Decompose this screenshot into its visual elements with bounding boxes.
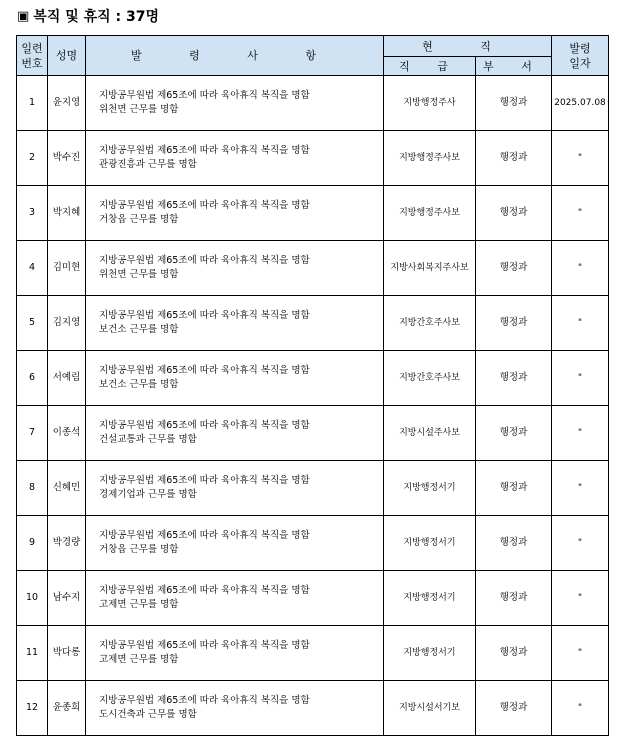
- page-title: [17, 6, 159, 26]
- cell-rank: 지방행정주사보: [384, 131, 476, 186]
- table-row: [17, 406, 609, 461]
- content-line-1: 지방공무원법 제65조에 따라 육아휴직 복직을 명함: [99, 695, 310, 706]
- cell-rank: 지방간호주사보: [384, 296, 476, 351]
- cell-rank: 지방행정서기: [384, 461, 476, 516]
- content-line-2: 관광진흥과 근무를 명함: [99, 159, 197, 170]
- content-line-1: 지방공무원법 제65조에 따라 육아휴직 복직을 명함: [99, 145, 310, 156]
- cell-content: [86, 461, 384, 516]
- header-dept: 부 서: [476, 57, 552, 76]
- table-row: [17, 681, 609, 736]
- cell-dept: 행정과: [476, 186, 552, 241]
- content-line-1: 지방공무원법 제65조에 따라 육아휴직 복직을 명함: [99, 90, 310, 101]
- table-row: [17, 131, 609, 186]
- cell-name: 신혜민: [48, 461, 86, 516]
- cell-date: ": [552, 681, 609, 736]
- cell-no: 1: [17, 76, 48, 131]
- content-line-2: 보건소 근무를 명함: [99, 324, 179, 335]
- content-line-2: 거창읍 근무를 명함: [99, 214, 179, 225]
- header-name: 성명: [48, 36, 86, 76]
- content-line-1: 지방공무원법 제65조에 따라 육아휴직 복직을 명함: [99, 585, 310, 596]
- cell-date: ": [552, 516, 609, 571]
- table-row: [17, 241, 609, 296]
- cell-no: 11: [17, 626, 48, 681]
- content-line-1: 지방공무원법 제65조에 따라 육아휴직 복직을 명함: [99, 475, 310, 486]
- cell-content: [86, 296, 384, 351]
- cell-no: 6: [17, 351, 48, 406]
- table-row: [17, 76, 609, 131]
- content-line-2: 고제면 근무를 명함: [99, 599, 179, 610]
- cell-name: 김미현: [48, 241, 86, 296]
- table-row: [17, 186, 609, 241]
- cell-no: 5: [17, 296, 48, 351]
- table-row: [17, 516, 609, 571]
- cell-dept: 행정과: [476, 296, 552, 351]
- cell-rank: 지방행정서기: [384, 516, 476, 571]
- cell-date: ": [552, 351, 609, 406]
- cell-content: [86, 516, 384, 571]
- content-line-2: 경제기업과 근무를 명함: [99, 489, 197, 500]
- cell-date: ": [552, 241, 609, 296]
- content-line-2: 거창읍 근무를 명함: [99, 544, 179, 555]
- table-row: [17, 571, 609, 626]
- personnel-table: [16, 35, 609, 736]
- cell-rank: 지방사회복지주사보: [384, 241, 476, 296]
- cell-date: ": [552, 461, 609, 516]
- cell-dept: 행정과: [476, 516, 552, 571]
- cell-dept: 행정과: [476, 461, 552, 516]
- cell-date: ": [552, 626, 609, 681]
- cell-date: ": [552, 406, 609, 461]
- cell-rank: 지방행정서기: [384, 571, 476, 626]
- table-row: [17, 626, 609, 681]
- cell-date: ": [552, 131, 609, 186]
- cell-content: [86, 571, 384, 626]
- cell-date: ": [552, 296, 609, 351]
- cell-name: 김지영: [48, 296, 86, 351]
- header-date: 발령 일자: [552, 36, 609, 76]
- cell-dept: 행정과: [476, 131, 552, 186]
- content-line-1: 지방공무원법 제65조에 따라 육아휴직 복직을 명함: [99, 365, 310, 376]
- cell-name: 윤지영: [48, 76, 86, 131]
- cell-rank: 지방행정주사: [384, 76, 476, 131]
- content-line-1: 지방공무원법 제65조에 따라 육아휴직 복직을 명함: [99, 310, 310, 321]
- square-bullet-icon: ▣: [17, 8, 30, 24]
- cell-name: 서예림: [48, 351, 86, 406]
- content-line-1: 지방공무원법 제65조에 따라 육아휴직 복직을 명함: [99, 640, 310, 651]
- cell-dept: 행정과: [476, 681, 552, 736]
- cell-rank: 지방시설서기보: [384, 681, 476, 736]
- content-line-1: 지방공무원법 제65조에 따라 육아휴직 복직을 명함: [99, 530, 310, 541]
- cell-content: [86, 186, 384, 241]
- cell-date: ": [552, 186, 609, 241]
- content-line-2: 위천면 근무를 명함: [99, 269, 179, 280]
- content-line-2: 건설교통과 근무를 명함: [99, 434, 197, 445]
- cell-no: 12: [17, 681, 48, 736]
- cell-no: 2: [17, 131, 48, 186]
- cell-content: [86, 241, 384, 296]
- content-line-2: 위천면 근무를 명함: [99, 104, 179, 115]
- cell-content: [86, 406, 384, 461]
- cell-no: 7: [17, 406, 48, 461]
- cell-date: 2025.07.08: [552, 76, 609, 131]
- cell-name: 박다롱: [48, 626, 86, 681]
- cell-no: 10: [17, 571, 48, 626]
- cell-dept: 행정과: [476, 571, 552, 626]
- table-row: [17, 296, 609, 351]
- cell-no: 9: [17, 516, 48, 571]
- cell-name: 박지혜: [48, 186, 86, 241]
- cell-name: 박수진: [48, 131, 86, 186]
- cell-dept: 행정과: [476, 406, 552, 461]
- cell-rank: 지방간호주사보: [384, 351, 476, 406]
- header-no: 일련 번호: [17, 36, 48, 76]
- content-line-2: 보건소 근무를 명함: [99, 379, 179, 390]
- cell-rank: 지방행정서기: [384, 626, 476, 681]
- cell-name: 남수지: [48, 571, 86, 626]
- content-line-2: 도시건축과 근무를 명함: [99, 709, 197, 720]
- cell-name: 윤종희: [48, 681, 86, 736]
- content-line-2: 고제면 근무를 명함: [99, 654, 179, 665]
- header-rank: 직 급: [384, 57, 476, 76]
- cell-dept: 행정과: [476, 351, 552, 406]
- cell-content: [86, 131, 384, 186]
- cell-no: 4: [17, 241, 48, 296]
- cell-content: [86, 76, 384, 131]
- table-row: [17, 461, 609, 516]
- cell-date: ": [552, 571, 609, 626]
- header-current: 현 직: [384, 36, 552, 57]
- content-line-1: 지방공무원법 제65조에 따라 육아휴직 복직을 명함: [99, 200, 310, 211]
- content-line-1: 지방공무원법 제65조에 따라 육아휴직 복직을 명함: [99, 255, 310, 266]
- page-title-text: 복직 및 휴직 : 37명: [33, 9, 160, 25]
- cell-dept: 행정과: [476, 626, 552, 681]
- header-content: 발 령 사 항: [86, 36, 384, 76]
- cell-no: 8: [17, 461, 48, 516]
- content-line-1: 지방공무원법 제65조에 따라 육아휴직 복직을 명함: [99, 420, 310, 431]
- cell-content: [86, 681, 384, 736]
- table-row: [17, 351, 609, 406]
- cell-dept: 행정과: [476, 241, 552, 296]
- cell-name: 이종석: [48, 406, 86, 461]
- cell-name: 박경량: [48, 516, 86, 571]
- cell-content: [86, 626, 384, 681]
- cell-rank: 지방시설주사보: [384, 406, 476, 461]
- cell-rank: 지방행정주사보: [384, 186, 476, 241]
- cell-content: [86, 351, 384, 406]
- cell-dept: 행정과: [476, 76, 552, 131]
- cell-no: 3: [17, 186, 48, 241]
